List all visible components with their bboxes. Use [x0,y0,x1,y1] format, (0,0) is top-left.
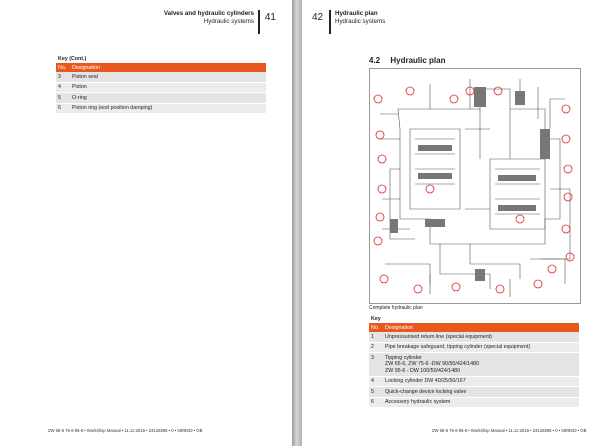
table-row [56,93,266,104]
table-row [56,72,266,82]
page-footer: ZW 65-6 75-6 95-6 • Workshop Manual • 11.12.2015 • 23125695 • 0 • 06/9033 • GB [432,428,587,433]
figure-caption: Complete hydraulic plan [369,305,423,311]
row-designation [383,353,579,377]
table-row [369,342,579,353]
page-number: 41 [264,12,276,23]
header-subtitle: Hydraulic systems [335,18,386,25]
row-number: 1 [369,332,383,342]
header-title: Hydraulic plan [335,10,378,17]
section-number: 4.2 [369,56,381,65]
section-title: Hydraulic plan [390,56,446,65]
header-subtitle: Hydraulic systems [203,18,254,25]
row-number: 3 [369,353,383,377]
header-divider [329,10,331,34]
hydraulic-schematic-drawing [370,69,580,303]
key-caption: Key [369,316,579,323]
header-title: Valves and hydraulic cylinders [163,10,254,17]
header-text [335,10,385,26]
row-designation: O-ring [70,93,266,104]
row-designation-line: Tipping cylinder [385,354,422,361]
row-designation: Accessory hydraulic system [383,397,579,408]
header-text [164,10,254,26]
table-row [369,376,579,387]
left-page-header [76,10,276,34]
column-header-designation: Designation [383,323,579,332]
row-number: 6 [369,397,383,408]
table-row [56,103,266,114]
right-page [302,0,600,446]
column-header-designation: Designation [70,63,266,72]
row-number: 6 [56,103,70,114]
page-footer: ZW 65-6 75-6 95-6 • Workshop Manual • 11.12.2015 • 23125695 • 0 • 06/9033 • GB [48,428,203,433]
hydraulic-plan-diagram [369,68,581,304]
header-divider [258,10,260,34]
row-designation: Pipe breakage safeguard, tipping cylinder (special equipment) [383,342,579,353]
key-table [369,316,579,408]
column-header-no: No. [56,63,70,72]
row-number: 5 [56,93,70,104]
row-designation: Locking cylinder DW 40/25/50/167 [383,376,579,387]
key-caption: Key (Cont.) [56,56,266,63]
table-row [56,82,266,93]
page-number: 42 [312,12,324,23]
column-header-no: No. [369,323,383,332]
row-number: 4 [369,376,383,387]
row-designation-line: ZW 65-6, ZW 75-6 -DW 90/50/424/1480 [385,361,479,367]
row-number: 3 [56,72,70,82]
row-designation: Piston seal [70,72,266,82]
table-row [369,397,579,408]
row-designation: Piston ring (end position damping) [70,103,266,114]
table-row [369,332,579,342]
row-designation: Unpressurised return line (special equipment) [383,332,579,342]
row-number: 4 [56,82,70,93]
right-page-header [312,10,512,34]
row-designation: Quick-change device locking valve [383,387,579,398]
row-designation: Piston [70,82,266,93]
row-designation-line: ZW 95-6 - DW 100/50/424/1480 [385,367,461,374]
table-row [369,387,579,398]
table-row [369,353,579,377]
book-gutter [292,0,302,446]
row-number: 5 [369,387,383,398]
row-number: 2 [369,342,383,353]
left-page [0,0,292,446]
key-table [56,56,266,114]
section-heading [369,56,445,65]
